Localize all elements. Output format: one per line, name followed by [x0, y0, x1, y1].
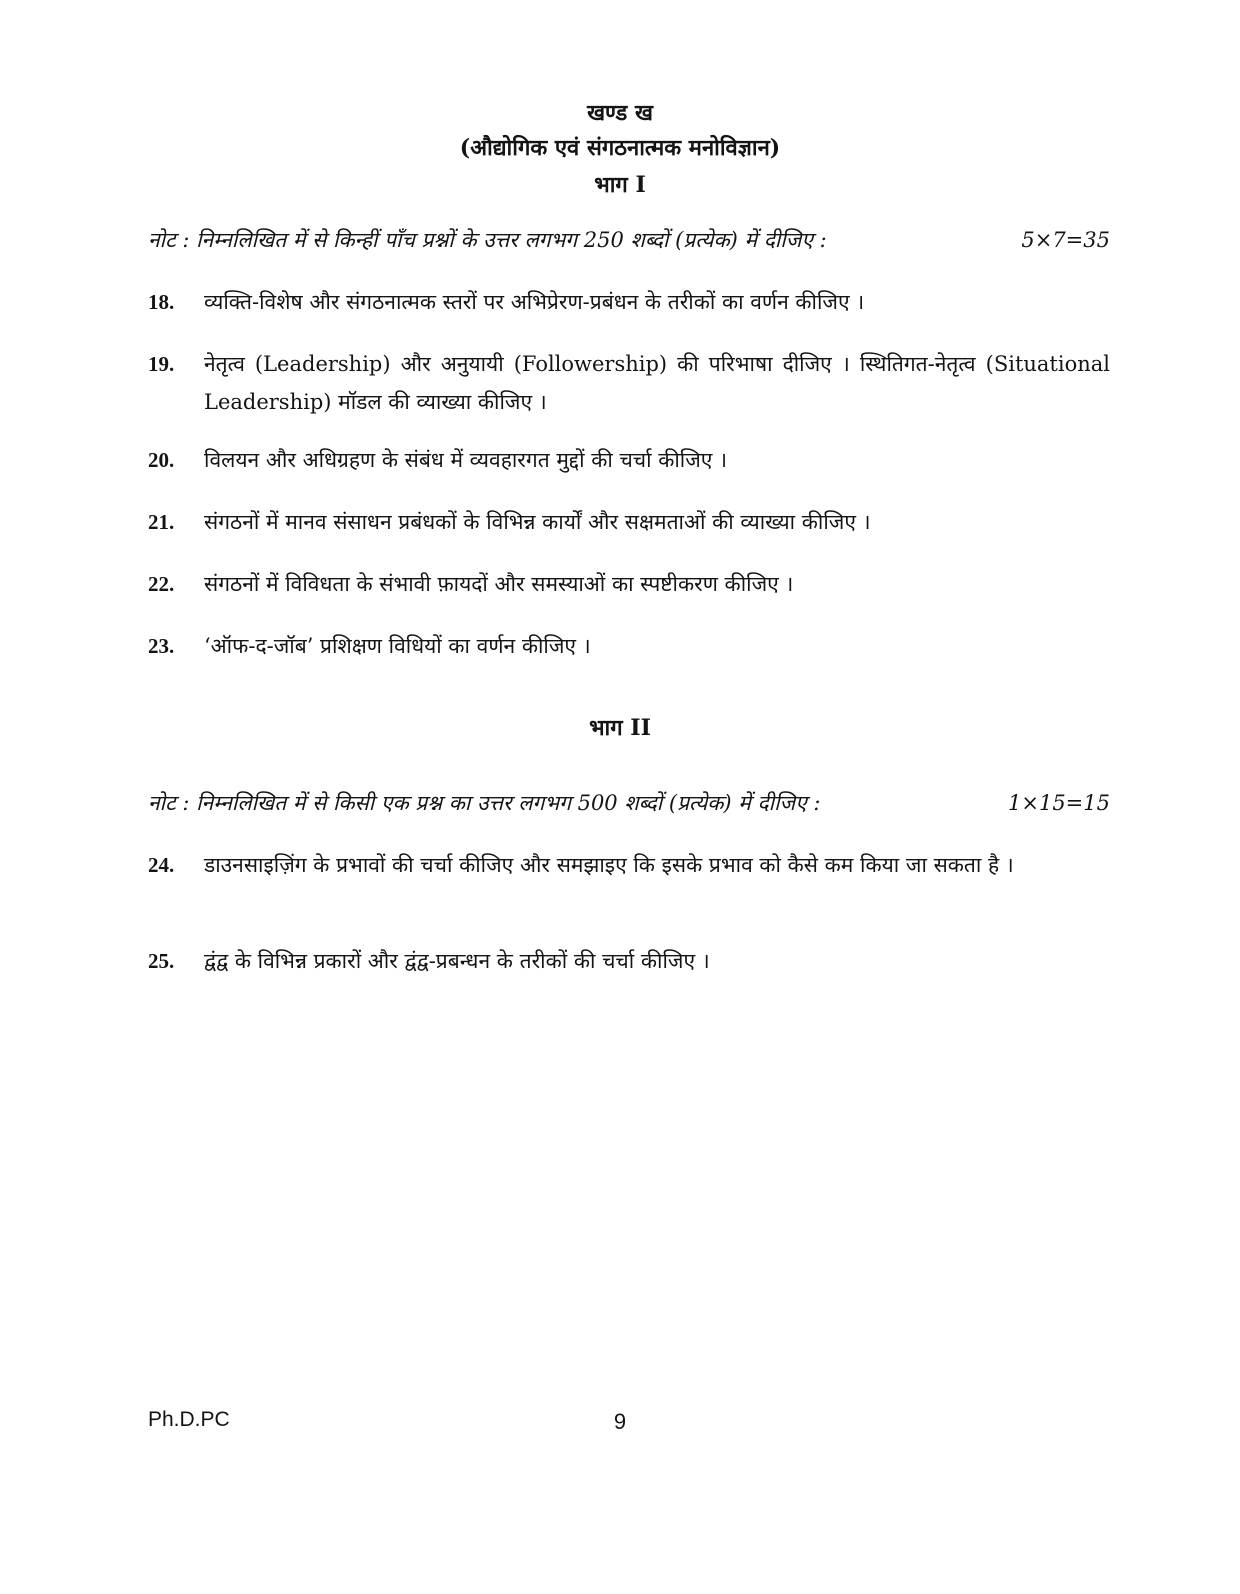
question-25 [148, 942, 1110, 980]
part-2-heading: भाग II [589, 715, 651, 741]
question-number: 19. [148, 352, 175, 376]
question-text: नेतृत्व (Leadership) और अनुयायी (Followership) की परिभाषा दीजिए । स्थितिगत-नेतृत्व (Situational Leadership) मॉडल की व्याख्या कीजिए । [204, 352, 1110, 414]
question-number: 20. [148, 448, 175, 472]
part-2-marks: 1×15=15 [1008, 791, 1110, 815]
part-1-note [148, 224, 1110, 256]
question-18 [148, 283, 1110, 321]
question-text: संगठनों में विविधता के संभावी फ़ायदों और समस्याओं का स्पष्टीकरण कीजिए । [204, 572, 794, 596]
paper-code: Ph.D.PC [148, 1408, 230, 1431]
question-text: व्यक्ति-विशेष और संगठनात्मक स्तरों पर अभिप्रेरण-प्रबंधन के तरीकों का वर्णन कीजिए । [204, 290, 865, 314]
section-subtitle: (औद्योगिक एवं संगठनात्मक मनोविज्ञान) [459, 135, 781, 161]
part-1-marks: 5×7=35 [1021, 228, 1110, 252]
question-24 [148, 846, 1110, 884]
question-number: 18. [148, 290, 175, 314]
page-number: 9 [613, 1409, 627, 1434]
section-title: खण्ड ख [587, 100, 653, 126]
question-22 [148, 565, 1110, 603]
part-2-note-text: नोट : निम्नलिखित में से किसी एक प्रश्न का उत्तर लगभग 500 शब्दों (प्रत्येक) में दीजिए : [148, 791, 821, 815]
question-text: द्वंद्व के विभिन्न प्रकारों और द्वंद्व-प्रबन्धन के तरीकों की चर्चा कीजिए । [204, 949, 710, 973]
question-23 [148, 627, 1110, 665]
question-19 [148, 345, 1110, 421]
part-1-note-text: नोट : निम्नलिखित में से किन्हीं पाँच प्रश्नों के उत्तर लगभग 250 शब्दों (प्रत्येक) में दीजिए : [148, 228, 827, 252]
question-text: संगठनों में मानव संसाधन प्रबंधकों के विभिन्न कार्यों और सक्षमताओं की व्याख्या कीजिए । [204, 510, 871, 534]
question-text: विलयन और अधिग्रहण के संबंध में व्यवहारगत मुद्दों की चर्चा कीजिए । [204, 448, 728, 472]
question-number: 23. [148, 634, 175, 658]
part-2-note [148, 787, 1110, 819]
question-number: 24. [148, 853, 175, 877]
question-number: 21. [148, 510, 175, 534]
question-21 [148, 503, 1110, 541]
part-1-heading: भाग I [594, 172, 646, 198]
question-20 [148, 441, 1110, 479]
question-text: डाउनसाइज़िंग के प्रभावों की चर्चा कीजिए और समझाइए कि इसके प्रभाव को कैसे कम किया जा सकता है । [204, 853, 1014, 877]
question-number: 25. [148, 949, 175, 973]
question-text: ‘ऑफ-द-जॉब’ प्रशिक्षण विधियों का वर्णन कीजिए । [204, 634, 591, 658]
question-number: 22. [148, 572, 175, 596]
